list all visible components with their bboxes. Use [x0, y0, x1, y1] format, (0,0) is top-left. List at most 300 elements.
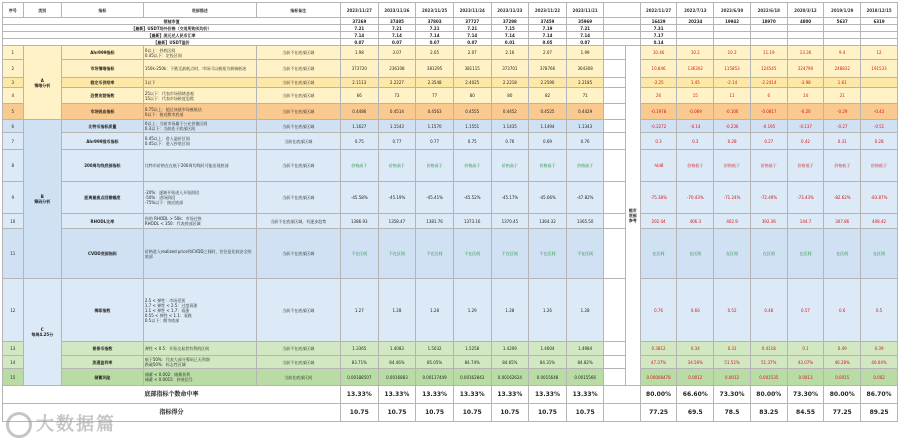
summary-rate-ref: 73.30% — [714, 386, 751, 404]
spacer — [625, 32, 640, 39]
header-date-ref: 2022/11/27 — [640, 3, 677, 18]
spacer — [604, 133, 625, 150]
indicator-ref-value: 0.66 — [677, 279, 714, 342]
indicator-number: 11 — [3, 229, 24, 279]
indicator-number: 8 — [3, 150, 24, 182]
indicator-ref-value: 9.4 — [824, 46, 861, 60]
summary-score-ref: 78.5 — [714, 404, 751, 422]
indicator-value: 不在区间 — [453, 229, 491, 279]
indicator-value: 0.0015648 — [529, 369, 567, 386]
indicator-ref-value: 46.28% — [824, 356, 861, 369]
indicator-value: 0.00162843 — [453, 369, 491, 386]
spacer — [604, 150, 625, 182]
summary-score-ref: 77.25 — [824, 404, 861, 422]
indicator-ref-value: 11.19 — [750, 46, 787, 60]
indicator-ref-value: -0.43 — [861, 104, 898, 120]
summary-score-value: 10.75 — [340, 404, 378, 422]
indicator-value: 2.2218 — [491, 78, 529, 88]
info-value: 7.14 — [340, 32, 378, 39]
indicator-value: 3.07 — [378, 46, 416, 60]
info-ref-value — [861, 39, 898, 46]
indicator-name: 梅耶指数 — [61, 279, 143, 342]
indicator-ref-value: 0.34 — [677, 342, 714, 356]
info-ref-value: 5637 — [824, 18, 861, 25]
indicator-name: 普普币指数 — [61, 342, 143, 356]
indicator-ref-value: 136302 — [677, 60, 714, 78]
info-row-label: 【最新】美元兑人民币汇率 — [3, 32, 341, 39]
info-value: 0.07 — [453, 39, 491, 46]
indicator-value: 1.28 — [416, 279, 454, 342]
indicator-ref-value: 0.0012 — [714, 369, 751, 386]
indicator-value: 0.4429 — [566, 104, 604, 120]
summary-rate-value: 13.33% — [529, 386, 567, 404]
indicator-value: 82 — [529, 88, 567, 104]
info-ref-value: 19942 — [714, 18, 751, 25]
indicator-name: 市场吸血指标 — [61, 104, 143, 120]
summary-rate-value: 13.33% — [378, 386, 416, 404]
indicator-ref-value: 0.00006478 — [640, 369, 677, 386]
indicator-value: 373701 — [491, 60, 529, 78]
indicator-description: 储蓄 < 0.002：储蓄获利 储蓄 < 0.0015：抄底信号 — [143, 369, 256, 386]
group-a: A 情绪分析 — [23, 46, 61, 120]
info-value: 37727 — [453, 18, 491, 25]
info-row-label: 【最新】USDT溢价 — [3, 39, 341, 46]
indicator-ref-value: 224790 — [787, 60, 824, 78]
indicator-value: 0.75 — [453, 133, 491, 150]
info-value: 7.21 — [340, 25, 378, 32]
indicator-ref-value: 0.3 — [640, 133, 677, 150]
info-row-label: 【最新】USDT场外价格（交易所购买均价） — [3, 25, 341, 32]
indicator-ref-value: 0.0013 — [787, 369, 824, 386]
header-date-ref: 2018/12/15 — [861, 3, 898, 18]
spacer — [604, 120, 625, 133]
group-b: B 筹码分析 — [23, 120, 61, 279]
indicator-note: 当前不在底部区域 — [256, 229, 340, 279]
indicator-value: 1370.45 — [491, 214, 529, 229]
indicator-ref-value: -Vol8 — [640, 150, 677, 182]
indicator-ref-value: 10.3 — [714, 46, 751, 60]
indicator-value: 1.1343 — [566, 120, 604, 133]
info-ref-value — [714, 25, 751, 32]
indicator-name: CVDD底部指标 — [61, 229, 143, 279]
info-row — [3, 18, 898, 25]
indicator-value: 0.4525 — [529, 104, 567, 120]
info-value: 7.21 — [566, 25, 604, 32]
indicator-ref-value: 价格低于 — [714, 150, 751, 182]
spacer — [604, 279, 625, 342]
indicator-note: 当前不在底部区域 — [256, 46, 340, 60]
indicator-row — [3, 229, 898, 279]
indicator-ref-value: 34.56% — [677, 356, 714, 369]
indicator-value: 1.26 — [529, 279, 567, 342]
indicator-value: 80 — [453, 88, 491, 104]
indicator-value: 2.2227 — [378, 78, 416, 88]
indicator-row — [3, 369, 898, 386]
indicator-name: Ahr999指标 — [61, 46, 143, 60]
indicator-name: Ahr999囤币指标 — [61, 133, 143, 150]
spacer — [604, 88, 625, 104]
indicator-ref-value: -0.29 — [824, 104, 861, 120]
indicator-description: 弹性 < 0.5：开始交易者有利的区间 — [143, 342, 256, 356]
indicator-value: 0.4563 — [416, 104, 454, 120]
indicator-row — [3, 356, 898, 369]
info-value: 7.21 — [378, 25, 416, 32]
indicator-number: 1 — [3, 46, 24, 60]
header-date: 2023/11/22 — [529, 3, 567, 18]
summary-score-ref: 84.55 — [787, 404, 824, 422]
indicator-value: 1.99 — [566, 46, 604, 60]
spacer — [625, 25, 640, 32]
indicator-ref-value: 307.86 — [824, 214, 861, 229]
info-value: 7.21 — [453, 25, 491, 32]
indicator-note: 当前不在底部区域 — [256, 120, 340, 133]
header-seq: 序号 — [3, 3, 24, 18]
indicator-note: 当前不在底部区域 — [256, 279, 340, 342]
indicator-row — [3, 279, 898, 342]
info-ref-value: 7.17 — [640, 32, 677, 39]
indicator-value: 0.0015566 — [566, 369, 604, 386]
indicator-value: 不在区间 — [491, 229, 529, 279]
indicator-value: 80 — [491, 88, 529, 104]
info-value: 7.14 — [416, 32, 454, 39]
indicator-ref-value: -70.43% — [677, 182, 714, 214]
indicator-ref-value: 43.07% — [787, 356, 824, 369]
indicator-value: 381295 — [416, 60, 454, 78]
header-category: 类别 — [23, 3, 61, 18]
indicator-note: 当前不在底部区域 — [256, 150, 340, 182]
indicator-description: 150k-250k：下跌至最低点时，市场可以被视为极端低迷 — [143, 60, 256, 78]
indicator-value: 1.1435 — [491, 120, 529, 133]
indicator-value: 84.31% — [529, 356, 567, 369]
indicator-ref-value: -0.195 — [750, 120, 787, 133]
indicator-value: 1.1494 — [529, 120, 567, 133]
indicator-ref-value: 0.4118 — [750, 342, 787, 356]
summary-rate-row — [3, 386, 898, 404]
info-value: 7.21 — [416, 25, 454, 32]
indicator-ref-value: -3.98 — [787, 78, 824, 88]
info-ref-value: 18970 — [750, 18, 787, 25]
summary-rate-ref: 86.70% — [861, 386, 898, 404]
indicator-ref-value: 115853 — [714, 60, 751, 78]
indicator-ref-value: -0.51 — [861, 120, 898, 133]
indicator-row — [3, 78, 898, 88]
indicator-ref-value: 0.39 — [861, 342, 898, 356]
indicator-value: 2.16 — [491, 46, 529, 60]
indicator-value: 1358.47 — [378, 214, 416, 229]
header-date: 2023/11/23 — [491, 3, 529, 18]
info-ref-value — [861, 32, 898, 39]
indicator-number: 7 — [3, 133, 24, 150]
indicator-value: 0.4514 — [378, 104, 416, 120]
indicator-ref-value: 10.46 — [640, 46, 677, 60]
indicator-number: 9 — [3, 182, 24, 214]
mid-label: 熊市底部参考 — [625, 46, 640, 386]
indicator-name: 储蓄风险 — [61, 369, 143, 386]
indicator-value: 77 — [416, 88, 454, 104]
indicator-value: 0.00188507 — [340, 369, 378, 386]
indicator-number: 3 — [3, 78, 24, 88]
header-date: 2023/11/26 — [378, 3, 416, 18]
indicator-ref-value: -2.14 — [714, 78, 751, 88]
info-value: 7.14 — [566, 32, 604, 39]
indicator-value: 73 — [378, 88, 416, 104]
indicator-value: -45.19% — [378, 182, 416, 214]
indicator-value: -45.66% — [529, 182, 567, 214]
summary-score-value: 10.75 — [453, 404, 491, 422]
info-value: 37803 — [416, 18, 454, 25]
indicator-ref-value: 价格低于 — [787, 150, 824, 182]
indicator-value: 1.1627 — [340, 120, 378, 133]
indicator-value: 1.1551 — [453, 120, 491, 133]
indicator-description: 价格进入realized price和CVDD之间时，往往是比较安全的底部 — [143, 229, 256, 279]
summary-rate-value: 13.33% — [453, 386, 491, 404]
summary-score-ref: 83.25 — [750, 404, 787, 422]
spacer — [604, 214, 625, 229]
indicator-ref-value: 0.1 — [787, 342, 824, 356]
watermark-text: 大数据篇 — [36, 414, 116, 435]
indicator-description: 1以下 — [143, 78, 256, 88]
header-row — [3, 3, 898, 18]
indicator-ref-value: 144.7 — [787, 214, 824, 229]
spacer — [604, 60, 625, 78]
indicator-name: 距离最高点回撤幅度 — [61, 182, 143, 214]
indicator-name: 200周均线底部指标 — [61, 150, 143, 182]
indicator-number: 5 — [3, 104, 24, 120]
indicator-row — [3, 182, 898, 214]
spacer — [625, 404, 640, 422]
spreadsheet — [2, 2, 898, 441]
indicator-ref-value: -0.0817 — [750, 104, 787, 120]
info-value: 7.19 — [529, 25, 567, 32]
info-row — [3, 32, 898, 39]
indicator-ref-value: 40.04% — [861, 356, 898, 369]
info-row — [3, 39, 898, 46]
indicator-value: 1.27 — [340, 279, 378, 342]
indicator-number: 12 — [3, 279, 24, 342]
indicator-ref-value: 在区间 — [714, 229, 751, 279]
info-value: 7.14 — [491, 32, 529, 39]
group-c: C 每周4.25分 — [23, 279, 61, 386]
indicator-description: -20%：逐渐开始进入开始阶段 -50%：进场阶段 -75%以下：接近底部 — [143, 182, 256, 214]
indicator-description: 比特币价格在在低于200周均线时可能出现底部 — [143, 150, 256, 182]
indicator-ref-value: 11 — [714, 88, 751, 104]
indicator-ref-value: -0.1978 — [640, 104, 677, 120]
indicator-value: 2.1113 — [340, 78, 378, 88]
header-date-ref: 2020/3/12 — [787, 3, 824, 18]
indicator-value: 1.4604 — [529, 342, 567, 356]
indicator-ref-value: -82.62% — [824, 182, 861, 214]
spacer — [625, 3, 640, 18]
indicator-value: 1364.32 — [529, 214, 567, 229]
indicator-ref-value: 402.9 — [714, 214, 751, 229]
indicator-value: 1.1543 — [378, 120, 416, 133]
info-ref-value — [787, 32, 824, 39]
indicator-row — [3, 150, 898, 182]
indicator-row — [3, 214, 898, 229]
indicator-ref-value: 51.37% — [750, 356, 787, 369]
logo-icon — [6, 412, 32, 438]
summary-rate-value: 13.33% — [340, 386, 378, 404]
indicator-ref-value: 在区间 — [677, 229, 714, 279]
indicator-ref-value: 202.44 — [640, 214, 677, 229]
indicator-ref-value: 价格低于 — [750, 150, 787, 182]
indicator-value: 71 — [566, 88, 604, 104]
summary-score-value: 10.75 — [566, 404, 604, 422]
indicator-ref-value: -0.2272 — [640, 120, 677, 133]
indicator-value: 378766 — [529, 60, 567, 78]
indicator-ref-value: 0.42 — [787, 133, 824, 150]
indicator-row — [3, 133, 898, 150]
indicator-value: 0.69 — [529, 133, 567, 150]
spacer — [604, 46, 625, 60]
indicator-value: 2.2185 — [566, 78, 604, 88]
indicator-number: 6 — [3, 120, 24, 133]
indicator-value: 85.05% — [416, 356, 454, 369]
spacer — [604, 25, 625, 32]
indicator-value: 0.00117449 — [416, 369, 454, 386]
info-ref-value: 0.14 — [640, 39, 677, 46]
indicator-ref-value: -0.137 — [787, 120, 824, 133]
indicator-value: 1365.50 — [566, 214, 604, 229]
indicator-number: 14 — [3, 356, 24, 369]
indicator-ref-value: 15 — [677, 88, 714, 104]
indicator-ref-value: 124545 — [750, 60, 787, 78]
indicator-value: 0.00162624 — [491, 369, 529, 386]
info-value: 0.07 — [416, 39, 454, 46]
indicator-value: 1.5258 — [453, 342, 491, 356]
header-date: 2023/11/24 — [453, 3, 491, 18]
indicator-ref-value: 248832 — [824, 60, 861, 78]
summary-score-ref: 69.5 — [677, 404, 714, 422]
indicator-value: 0.76 — [566, 133, 604, 150]
indicator-ref-value: 0.3 — [677, 133, 714, 150]
info-value: 37269 — [340, 18, 378, 25]
info-ref-value — [824, 32, 861, 39]
indicator-note: 当前不在底部区域 — [256, 78, 340, 88]
indicator-ref-value: 0.0012 — [677, 369, 714, 386]
indicator-value: 价格高于 — [416, 150, 454, 182]
header-date-ref: 2022/7/13 — [677, 3, 714, 18]
indicator-note: 当前不在底部区域 — [256, 342, 340, 356]
indicator-row — [3, 120, 898, 133]
indicator-value: 236108 — [378, 60, 416, 78]
header-note: 指标备注 — [256, 3, 340, 18]
indicator-note: 当前不在底部区域 — [256, 60, 340, 78]
indicator-ref-value: 406.3 — [677, 214, 714, 229]
indicator-value: 价格高于 — [453, 150, 491, 182]
info-value: 37298 — [491, 18, 529, 25]
header-description: 底部描述 — [143, 3, 256, 18]
indicator-value: 1.3365 — [340, 342, 378, 356]
indicator-description: 0以上：抄底区间 0.45以下：定投区间 — [143, 46, 256, 60]
info-value: 0.01 — [491, 39, 529, 46]
indicator-value: 1.4083 — [378, 342, 416, 356]
indicator-ref-value: 10,846 — [640, 60, 677, 78]
indicator-ref-value: -83.87% — [861, 182, 898, 214]
info-value: 7.15 — [491, 25, 529, 32]
indicator-ref-value: 0.49 — [824, 342, 861, 356]
indicator-ref-value: 392.36 — [750, 214, 787, 229]
summary-rate-ref: 73.30% — [787, 386, 824, 404]
indicator-value: 84.82% — [566, 356, 604, 369]
indicator-value: 2.2590 — [529, 78, 567, 88]
indicator-value: 373720 — [340, 60, 378, 78]
indicator-value: 381115 — [453, 60, 491, 78]
indicator-ref-value: 0.001535 — [750, 369, 787, 386]
spacer — [604, 104, 625, 120]
indicator-ref-value: 12 — [861, 46, 898, 60]
info-value: 0.07 — [340, 39, 378, 46]
indicator-value: 不在区间 — [529, 229, 567, 279]
indicator-ref-value: -2.25 — [640, 78, 677, 88]
indicator-row — [3, 60, 898, 78]
indicator-value: 1.28 — [378, 279, 416, 342]
indicator-ref-value: -0.27 — [824, 120, 861, 133]
indicator-number: 10 — [3, 214, 24, 229]
spacer — [604, 369, 625, 386]
info-value: 37485 — [378, 18, 416, 25]
indicator-ref-value: 价格低于 — [824, 150, 861, 182]
indicator-value: 1.4984 — [566, 342, 604, 356]
info-value: 0.05 — [529, 39, 567, 46]
indicator-row — [3, 104, 898, 120]
indicator-value: 0.4555 — [453, 104, 491, 120]
info-value: 0.07 — [566, 39, 604, 46]
indicator-note: 当前在底部区域 — [256, 133, 340, 150]
summary-rate-ref: 80.00% — [824, 386, 861, 404]
info-ref-value — [677, 32, 714, 39]
summary-score-value: 10.75 — [529, 404, 567, 422]
info-value: 7.14 — [378, 32, 416, 39]
indicator-ref-value: 在区间 — [787, 229, 824, 279]
indicator-note: 当前不在底部区域 — [256, 356, 340, 369]
summary-score-value: 10.75 — [416, 404, 454, 422]
indicator-note: 当前不在底部区域 — [256, 182, 340, 214]
info-ref-value — [714, 39, 751, 46]
indicator-ref-value: -0.236 — [714, 120, 751, 133]
header-date-ref: 2022/6/18 — [750, 3, 787, 18]
spacer — [604, 182, 625, 214]
spacer — [604, 342, 625, 356]
indicator-name: 市场情绪指标 — [61, 60, 143, 78]
indicator-value: 66 — [340, 88, 378, 104]
indicator-description: 0.45以上：进入溢价区间 0.45以下：进入抄底区间 — [143, 133, 256, 150]
info-ref-value: 6319 — [861, 18, 898, 25]
summary-rate-ref: 80.00% — [640, 386, 677, 404]
header-date: 2023/11/21 — [566, 3, 604, 18]
indicator-ref-value: 在区间 — [750, 229, 787, 279]
indicator-ref-value: 0.28 — [861, 133, 898, 150]
summary-score-value: 10.75 — [378, 404, 416, 422]
indicator-ref-value: 0.002 — [861, 369, 898, 386]
indicator-ref-value: 14 — [787, 88, 824, 104]
spacer — [604, 229, 625, 279]
indicator-row — [3, 342, 898, 356]
summary-rate-value: 13.33% — [491, 386, 529, 404]
indicator-value: 2.05 — [416, 46, 454, 60]
indicator-ref-value: 26 — [640, 88, 677, 104]
summary-rate-value: 13.33% — [566, 386, 604, 404]
indicator-ref-value: 408.42 — [861, 214, 898, 229]
indicator-ref-value: 0.57 — [787, 279, 824, 342]
indicator-ref-value: 在区间 — [861, 229, 898, 279]
indicator-value: 价格高于 — [566, 150, 604, 182]
indicator-ref-value: -0.14 — [677, 120, 714, 133]
indicator-value: 0.4452 — [491, 104, 529, 120]
indicator-note: 当前不在底部区域，有逐步趋势 — [256, 214, 340, 229]
indicator-ref-value: 0.31 — [714, 342, 751, 356]
indicator-value: 83.71% — [340, 356, 378, 369]
